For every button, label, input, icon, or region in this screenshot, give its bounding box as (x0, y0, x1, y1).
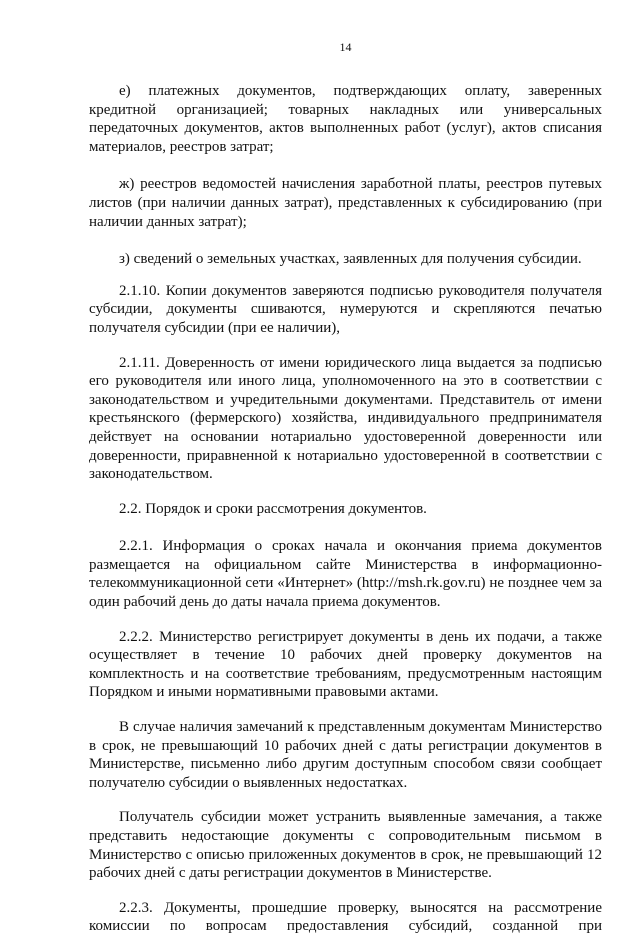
paragraph-remarks: В случае наличия замечаний к представленным документам Министерство в срок, не превышающий 10 рабочих дней с даты регистрации документов в Министерстве, письменно либо другим доступным способом связи сообщает получателю субсидии о выявленных недостатках. (89, 719, 602, 791)
page-number: 14 (339, 40, 352, 54)
paragraph-e-payment-documents: е) платежных документов, подтверждающих оплату, заверенных кредитной организацией; товарных накладных или универсальных передаточных документов, актов выполненных работ (услуг), актов списания материалов, реестров затрат; (89, 83, 602, 155)
paragraph-z-land-plots: з) сведений о земельных участках, заявленных для получения субсидии. (119, 251, 582, 268)
paragraph-zh-payroll-registers: ж) реестров ведомостей начисления заработной платы, реестров путевых листов (при наличии данных затрат), представленных к субсидированию (при наличии данных затрат); (89, 176, 602, 230)
paragraph-2-1-11: 2.1.11. Доверенность от имени юридического лица выдается за подписью его руководителя или иного лица, уполномоченного на это в соответствии с законодательством и учредительными документами. Представитель от имени крестьянского (фермерского) хозяйства, индивидуального предпринимателя действует на основании нотариально удостоверенной доверенности или доверенности, приравненной к нотариально удостоверенной в соответствии с законодательством. (89, 354, 602, 483)
paragraph-recipient-correction: Получатель субсидии может устранить выявленные замечания, а также представить недостающие документы с сопроводительным письмом в Министерство с описью приложенных документов в срок, не превышающий 12 рабочих дней с даты регистрации документов в Министерстве. (89, 809, 602, 882)
paragraph-2-2-1: 2.2.1. Информация о сроках начала и окончания приема документов размещается на официальном сайте Министерства в информационно-телекоммуникационной сети «Интернет» (http://msh.rk.gov.ru) не позднее чем за один рабочий день до даты начала приема документов. (89, 538, 602, 611)
paragraph-2-1-10: 2.1.10. Копии документов заверяются подписью руководителя получателя субсидии, документы сшиваются, нумеруются и скрепляются печатью получателя субсидии (при ее наличии), (89, 282, 602, 336)
paragraph-2-2-3: 2.2.3. Документы, прошедшие проверку, выносятся на рассмотрение комиссии по вопросам предоставления субсидий, созданной при (89, 899, 602, 935)
paragraph-2-2: 2.2. Порядок и сроки рассмотрения документов. (119, 500, 427, 517)
paragraph-2-2-2: 2.2.2. Министерство регистрирует документы в день их подачи, а также осуществляет в течение 10 рабочих дней проверку документов на комплектность и на соответствие требованиям, предусмотренным настоящим Порядком и иными нормативными правовыми актами. (89, 628, 602, 701)
